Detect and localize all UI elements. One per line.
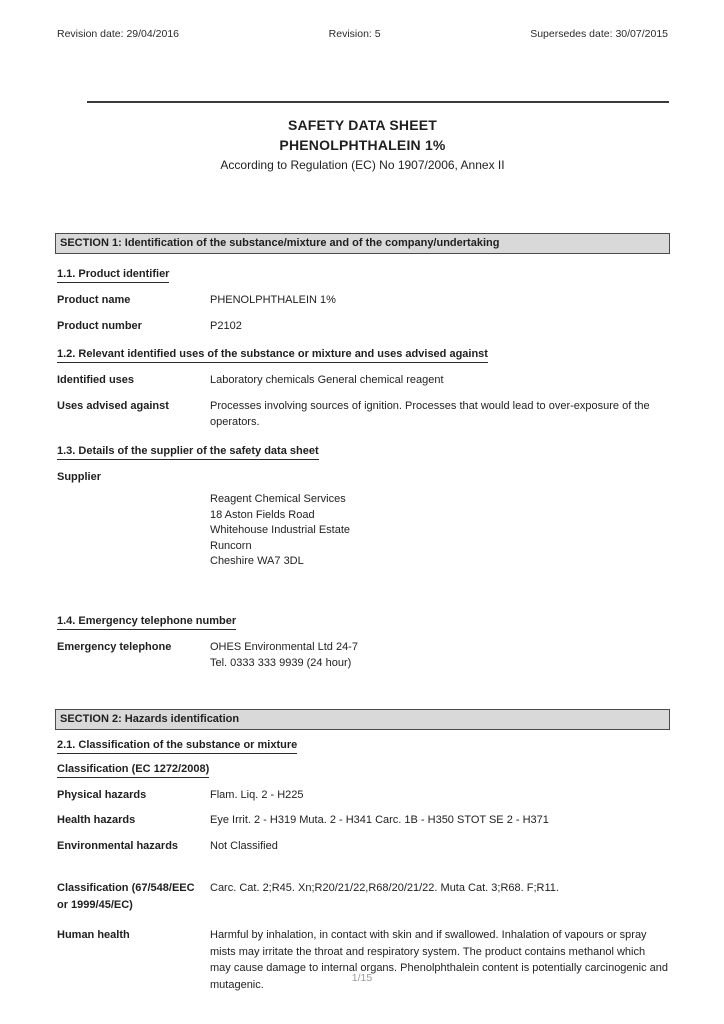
product-name-value: PHENOLPHTHALEIN 1% <box>210 294 336 306</box>
supplier-address-line: Runcorn <box>210 539 252 552</box>
classification-dsd-row <box>57 880 668 913</box>
subsection-1-1-heading: 1.1. Product identifier <box>57 268 668 283</box>
identified-uses-label: Identified uses <box>57 374 135 386</box>
document-header <box>57 28 668 40</box>
regulation-subtitle: According to Regulation (EC) No 1907/2006, Annex II <box>220 158 505 172</box>
emergency-telephone-row <box>57 639 668 672</box>
health-hazards-label: Health hazards <box>57 814 136 827</box>
physical-hazards-row <box>57 787 668 804</box>
classification-ec-heading: Classification (EC 1272/2008) <box>57 763 668 778</box>
subsection-2-1-heading: 2.1. Classification of the substance or mixture <box>57 739 668 754</box>
page-number: 1/15 <box>351 972 373 984</box>
emergency-telephone-line2: Tel. 0333 333 9939 (24 hour) <box>210 657 352 670</box>
uses-advised-against-row <box>57 398 668 431</box>
revision-date: Revision date: 29/04/2016 <box>57 28 180 40</box>
supplier-address-line: Cheshire WA7 3DL <box>210 555 304 568</box>
emergency-telephone-line1: OHES Environmental Ltd 24-7 <box>210 640 358 653</box>
supplier-address-line: Whitehouse Industrial Estate <box>210 524 351 537</box>
health-hazards-value: Eye Irrit. 2 - H319 Muta. 2 - H341 Carc. 1B - H350 STOT SE 2 - H371 <box>210 814 549 827</box>
product-name-row <box>57 292 668 309</box>
identified-uses-value: Laboratory chemicals General chemical reagent <box>210 374 444 386</box>
product-number-label: Product number <box>57 319 142 332</box>
environmental-hazards-row <box>57 838 668 855</box>
product-title: PHENOLPHTHALEIN 1% <box>279 137 446 153</box>
supplier-row <box>57 469 668 486</box>
health-hazards-row <box>57 812 668 829</box>
supersedes-date: Supersedes date: 30/07/2015 <box>530 28 668 40</box>
title-divider <box>87 101 669 103</box>
section-2-header: SECTION 2: Hazards identification <box>55 709 670 730</box>
human-health-label: Human health <box>57 929 130 942</box>
subsection-1-4-heading: 1.4. Emergency telephone number <box>57 615 668 630</box>
classification-dsd-label: Classification (67/548/EEC or 1999/45/EC) <box>57 882 195 911</box>
classification-dsd-value: Carc. Cat. 2;R45. Xn;R20/21/22,R68/20/21/22. Muta Cat. 3;R68. F;R11. <box>210 882 559 895</box>
uses-advised-against-value: Processes involving sources of ignition. Processes that would lead to over-exposure of the operators. <box>210 399 650 428</box>
supplier-address-line: Reagent Chemical Services <box>210 493 346 505</box>
subsection-1-3-heading: 1.3. Details of the supplier of the safety data sheet <box>57 445 668 460</box>
section-1-header: SECTION 1: Identification of the substance/mixture and of the company/undertaking <box>55 233 670 254</box>
title-block <box>57 115 668 175</box>
supplier-address <box>210 492 668 570</box>
physical-hazards-label: Physical hazards <box>57 788 147 801</box>
supplier-address-line: 18 Aston Fields Road <box>210 508 315 521</box>
page-content <box>57 0 668 993</box>
document-title: SAFETY DATA SHEET <box>287 117 438 133</box>
emergency-telephone-label: Emergency telephone <box>57 640 172 653</box>
product-name-label: Product name <box>57 294 131 306</box>
physical-hazards-value: Flam. Liq. 2 - H225 <box>210 788 304 801</box>
revision-number: Revision: 5 <box>328 28 381 40</box>
uses-advised-against-label: Uses advised against <box>57 399 169 412</box>
environmental-hazards-label: Environmental hazards <box>57 839 179 852</box>
identified-uses-row <box>57 372 668 389</box>
human-health-value: Harmful by inhalation, in contact with skin and if swallowed. Inhalation of vapours or spray mists may irritate the throat and respiratory system. The product contains methanol which may cause damage to internal organs. Phenolphthalein content is potentially carcinogenic and mutagenic. <box>210 929 669 991</box>
environmental-hazards-value: Not Classified <box>210 839 278 852</box>
product-number-row <box>57 318 668 335</box>
product-number-value: P2102 <box>210 319 242 332</box>
emergency-telephone-value <box>210 639 668 672</box>
supplier-label: Supplier <box>57 470 102 483</box>
subsection-1-2-heading: 1.2. Relevant identified uses of the substance or mixture and uses advised against <box>57 348 668 363</box>
spacer <box>57 570 668 601</box>
